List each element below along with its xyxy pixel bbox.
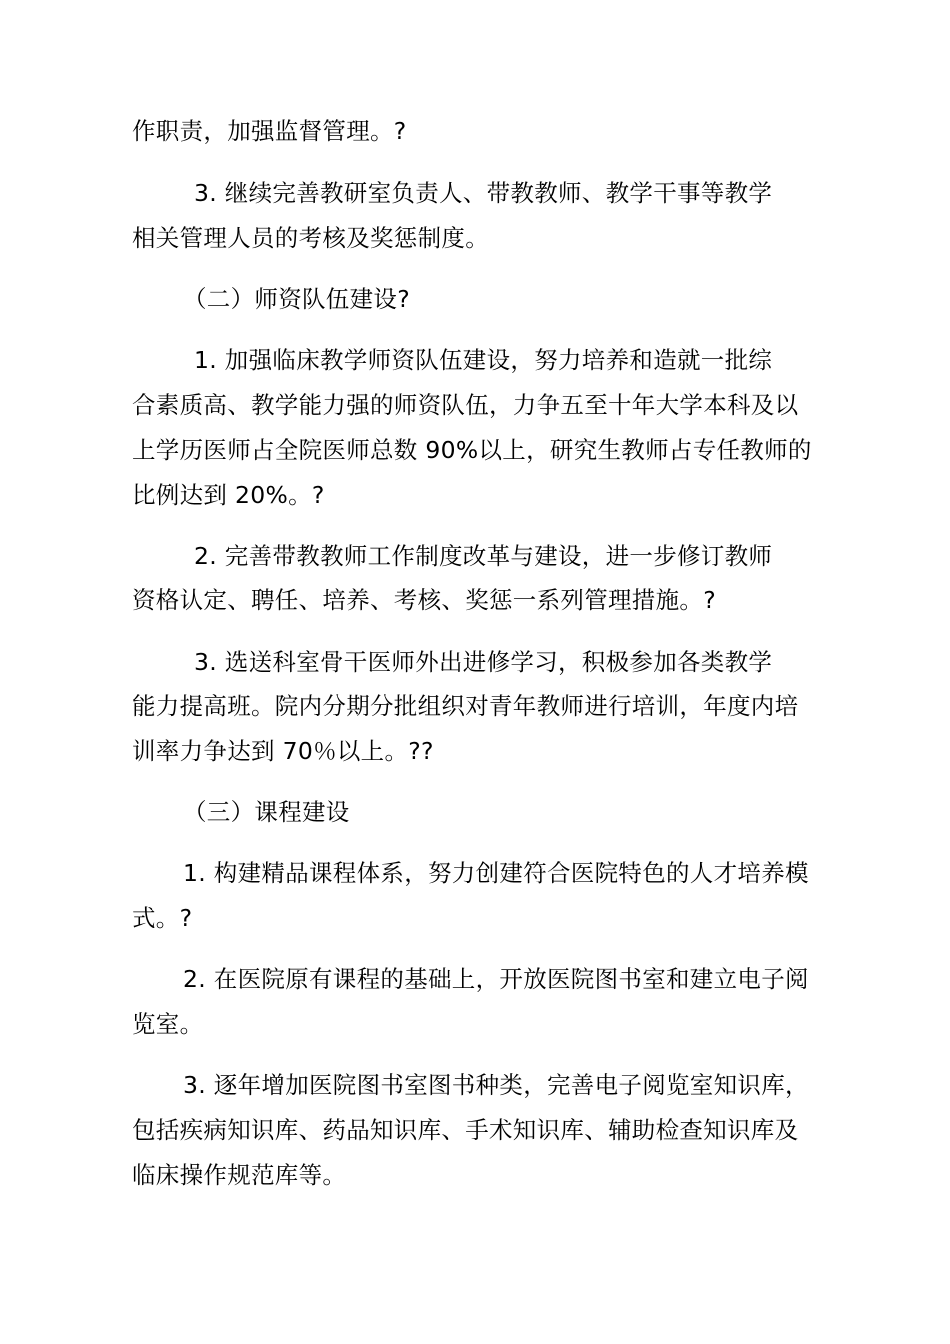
text-line: 能力提高班。院内分期分批组织对青年教师进行培训，年度内培 [132,692,799,720]
text-line: 合素质高、教学能力强的师资队伍，力争五至十年大学本科及以 [132,391,799,419]
text-line: 1. 构建精品课程体系，努力创建符合医院特色的人才培养模 [183,859,809,887]
section-heading: （三）课程建设 [183,798,350,826]
text-line: 上学历医师占全院医师总数 90%以上，研究生教师占专任教师的 [132,436,812,464]
text-line: 临床操作规范库等。 [132,1161,347,1189]
text-line: 3. 选送科室骨干医师外出进修学习，积极参加各类教学 [194,648,773,676]
text-line: 训率力争达到 70％以上。?? [132,737,434,765]
text-line: 览室。 [132,1010,204,1038]
text-line: 1. 加强临床教学师资队伍建设，努力培养和造就一批综 [194,346,773,374]
text-line: 2. 在医院原有课程的基础上，开放医院图书室和建立电子阅 [183,965,809,993]
text-line: 资格认定、聘任、培养、考核、奖惩一系列管理措施。? [132,586,716,614]
text-line: 3. 逐年增加医院图书室图书种类，完善电子阅览室知识库， [183,1071,809,1099]
text-line: 3. 继续完善教研室负责人、带教教师、教学干事等教学 [194,179,773,207]
section-heading: （二）师资队伍建设? [183,285,410,313]
text-line: 2. 完善带教教师工作制度改革与建设，进一步修订教师 [194,542,773,570]
text-line: 式。? [132,904,193,932]
text-line: 作职责，加强监督管理。? [132,117,407,145]
text-line: 比例达到 20%。? [132,481,325,509]
text-line: 相关管理人员的考核及奖惩制度。 [132,224,489,252]
text-line: 包括疾病知识库、药品知识库、手术知识库、辅助检查知识库及 [132,1116,799,1144]
